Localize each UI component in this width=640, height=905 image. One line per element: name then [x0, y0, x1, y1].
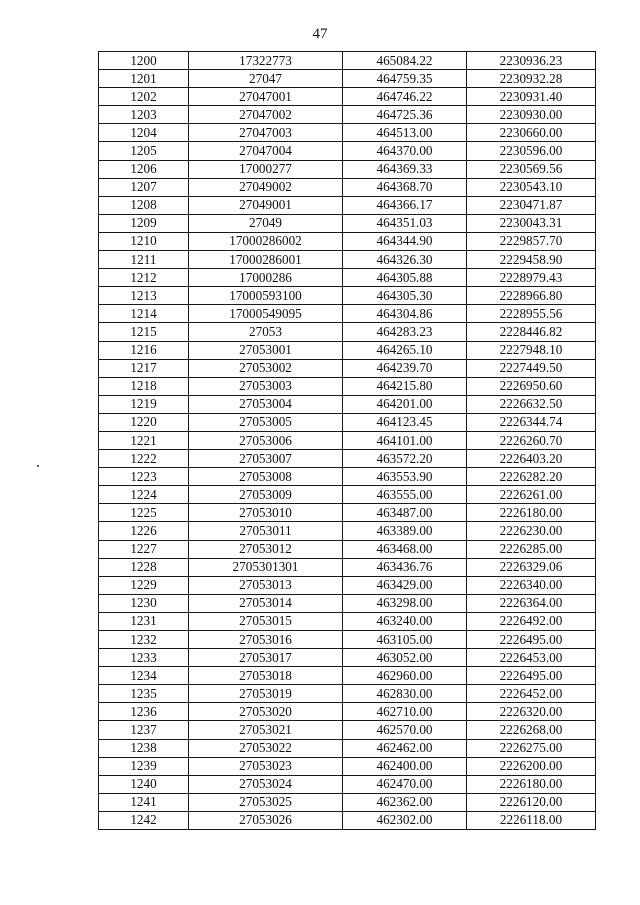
point-id-cell: 27053007 — [189, 450, 343, 468]
x-coordinate-cell: 464369.33 — [343, 160, 467, 178]
table-row — [99, 685, 596, 703]
y-coordinate-cell: 2230936.23 — [467, 52, 596, 70]
page-number: 47 — [312, 26, 328, 42]
y-coordinate-cell: 2229458.90 — [467, 251, 596, 269]
x-coordinate-cell: 462830.00 — [343, 685, 467, 703]
point-number-cell: 1203 — [99, 106, 189, 124]
x-coordinate-cell: 463240.00 — [343, 612, 467, 630]
point-id-cell: 27053009 — [189, 486, 343, 504]
point-id-cell: 27049001 — [189, 196, 343, 214]
point-number-cell: 1231 — [99, 612, 189, 630]
table-row — [99, 793, 596, 811]
point-id-cell: 27053012 — [189, 540, 343, 558]
x-coordinate-cell: 464344.90 — [343, 232, 467, 250]
point-number-cell: 1242 — [99, 811, 189, 829]
y-coordinate-cell: 2230569.56 — [467, 160, 596, 178]
table-row — [99, 323, 596, 341]
point-id-cell: 27047003 — [189, 124, 343, 142]
y-coordinate-cell: 2226344.74 — [467, 413, 596, 431]
table-row — [99, 232, 596, 250]
x-coordinate-cell: 462302.00 — [343, 811, 467, 829]
table-row — [99, 486, 596, 504]
y-coordinate-cell: 2226200.00 — [467, 757, 596, 775]
table-row — [99, 160, 596, 178]
point-number-cell: 1214 — [99, 305, 189, 323]
x-coordinate-cell: 463555.00 — [343, 486, 467, 504]
point-number-cell: 1208 — [99, 196, 189, 214]
point-id-cell: 2705301301 — [189, 558, 343, 576]
point-id-cell: 27053017 — [189, 649, 343, 667]
point-id-cell: 27053022 — [189, 739, 343, 757]
table-row — [99, 649, 596, 667]
y-coordinate-cell: 2226492.00 — [467, 612, 596, 630]
point-number-cell: 1227 — [99, 540, 189, 558]
table-row — [99, 558, 596, 576]
point-id-cell: 27053023 — [189, 757, 343, 775]
y-coordinate-cell: 2228446.82 — [467, 323, 596, 341]
x-coordinate-cell: 464101.00 — [343, 431, 467, 449]
table-row — [99, 52, 596, 70]
table-row — [99, 522, 596, 540]
y-coordinate-cell: 2227449.50 — [467, 359, 596, 377]
x-coordinate-cell: 462400.00 — [343, 757, 467, 775]
point-id-cell: 27053019 — [189, 685, 343, 703]
y-coordinate-cell: 2226453.00 — [467, 649, 596, 667]
point-id-cell: 27053015 — [189, 612, 343, 630]
point-id-cell: 27047001 — [189, 88, 343, 106]
x-coordinate-cell: 464201.00 — [343, 395, 467, 413]
x-coordinate-cell: 464513.00 — [343, 124, 467, 142]
point-id-cell: 27047002 — [189, 106, 343, 124]
point-number-cell: 1237 — [99, 721, 189, 739]
point-id-cell: 17000286002 — [189, 232, 343, 250]
point-number-cell: 1236 — [99, 703, 189, 721]
x-coordinate-cell: 464370.00 — [343, 142, 467, 160]
point-number-cell: 1235 — [99, 685, 189, 703]
point-number-cell: 1201 — [99, 70, 189, 88]
point-number-cell: 1229 — [99, 576, 189, 594]
point-number-cell: 1217 — [99, 359, 189, 377]
y-coordinate-cell: 2230932.28 — [467, 70, 596, 88]
table-row — [99, 214, 596, 232]
point-number-cell: 1216 — [99, 341, 189, 359]
point-number-cell: 1219 — [99, 395, 189, 413]
point-id-cell: 27053016 — [189, 631, 343, 649]
x-coordinate-cell: 464123.45 — [343, 413, 467, 431]
x-coordinate-cell: 464366.17 — [343, 196, 467, 214]
y-coordinate-cell: 2226495.00 — [467, 667, 596, 685]
point-id-cell: 17322773 — [189, 52, 343, 70]
table-row — [99, 341, 596, 359]
x-coordinate-cell: 462462.00 — [343, 739, 467, 757]
y-coordinate-cell: 2226403.20 — [467, 450, 596, 468]
table-row — [99, 413, 596, 431]
y-coordinate-cell: 2228979.43 — [467, 269, 596, 287]
point-number-cell: 1238 — [99, 739, 189, 757]
point-id-cell: 17000593100 — [189, 287, 343, 305]
point-number-cell: 1240 — [99, 775, 189, 793]
point-id-cell: 27053020 — [189, 703, 343, 721]
point-number-cell: 1209 — [99, 214, 189, 232]
x-coordinate-cell: 464305.30 — [343, 287, 467, 305]
coordinates-table-body — [99, 52, 596, 830]
y-coordinate-cell: 2226120.00 — [467, 793, 596, 811]
point-number-cell: 1228 — [99, 558, 189, 576]
point-id-cell: 27053026 — [189, 811, 343, 829]
x-coordinate-cell: 463468.00 — [343, 540, 467, 558]
point-number-cell: 1215 — [99, 323, 189, 341]
point-number-cell: 1233 — [99, 649, 189, 667]
point-number-cell: 1213 — [99, 287, 189, 305]
x-coordinate-cell: 463553.90 — [343, 468, 467, 486]
point-number-cell: 1210 — [99, 232, 189, 250]
table-row — [99, 631, 596, 649]
table-row — [99, 142, 596, 160]
point-id-cell: 27053024 — [189, 775, 343, 793]
x-coordinate-cell: 463105.00 — [343, 631, 467, 649]
point-number-cell: 1212 — [99, 269, 189, 287]
y-coordinate-cell: 2226329.06 — [467, 558, 596, 576]
point-id-cell: 27053025 — [189, 793, 343, 811]
x-coordinate-cell: 464351.03 — [343, 214, 467, 232]
point-id-cell: 27053021 — [189, 721, 343, 739]
point-number-cell: 1241 — [99, 793, 189, 811]
table-row — [99, 775, 596, 793]
x-coordinate-cell: 464215.80 — [343, 377, 467, 395]
point-id-cell: 17000286001 — [189, 251, 343, 269]
x-coordinate-cell: 462960.00 — [343, 667, 467, 685]
x-coordinate-cell: 463389.00 — [343, 522, 467, 540]
point-id-cell: 27047 — [189, 70, 343, 88]
point-id-cell: 27053005 — [189, 413, 343, 431]
y-coordinate-cell: 2226950.60 — [467, 377, 596, 395]
x-coordinate-cell: 464305.88 — [343, 269, 467, 287]
y-coordinate-cell: 2226495.00 — [467, 631, 596, 649]
y-coordinate-cell: 2226261.00 — [467, 486, 596, 504]
x-coordinate-cell: 463298.00 — [343, 594, 467, 612]
y-coordinate-cell: 2226452.00 — [467, 685, 596, 703]
x-coordinate-cell: 464265.10 — [343, 341, 467, 359]
table-row — [99, 106, 596, 124]
point-id-cell: 27053013 — [189, 576, 343, 594]
point-number-cell: 1211 — [99, 251, 189, 269]
y-coordinate-cell: 2226320.00 — [467, 703, 596, 721]
table-row — [99, 395, 596, 413]
x-coordinate-cell: 464368.70 — [343, 178, 467, 196]
table-row — [99, 377, 596, 395]
x-coordinate-cell: 463429.00 — [343, 576, 467, 594]
y-coordinate-cell: 2229857.70 — [467, 232, 596, 250]
x-coordinate-cell: 462710.00 — [343, 703, 467, 721]
y-coordinate-cell: 2226180.00 — [467, 775, 596, 793]
table-row — [99, 305, 596, 323]
table-row — [99, 703, 596, 721]
x-coordinate-cell: 462362.00 — [343, 793, 467, 811]
y-coordinate-cell: 2226268.00 — [467, 721, 596, 739]
y-coordinate-cell: 2226285.00 — [467, 540, 596, 558]
x-coordinate-cell: 464283.23 — [343, 323, 467, 341]
point-id-cell: 27047004 — [189, 142, 343, 160]
y-coordinate-cell: 2230930.00 — [467, 106, 596, 124]
point-number-cell: 1224 — [99, 486, 189, 504]
point-id-cell: 17000286 — [189, 269, 343, 287]
table-row — [99, 540, 596, 558]
table-row — [99, 450, 596, 468]
x-coordinate-cell: 463052.00 — [343, 649, 467, 667]
table-row — [99, 359, 596, 377]
table-row — [99, 811, 596, 829]
point-id-cell: 27053002 — [189, 359, 343, 377]
x-coordinate-cell: 464746.22 — [343, 88, 467, 106]
table-row — [99, 251, 596, 269]
table-row — [99, 667, 596, 685]
x-coordinate-cell: 465084.22 — [343, 52, 467, 70]
table-row — [99, 431, 596, 449]
table-row — [99, 594, 596, 612]
x-coordinate-cell: 463487.00 — [343, 504, 467, 522]
table-row — [99, 269, 596, 287]
point-id-cell: 27053010 — [189, 504, 343, 522]
table-row — [99, 88, 596, 106]
point-number-cell: 1200 — [99, 52, 189, 70]
y-coordinate-cell: 2226364.00 — [467, 594, 596, 612]
point-number-cell: 1221 — [99, 431, 189, 449]
y-coordinate-cell: 2226632.50 — [467, 395, 596, 413]
y-coordinate-cell: 2226118.00 — [467, 811, 596, 829]
point-number-cell: 1230 — [99, 594, 189, 612]
y-coordinate-cell: 2226260.70 — [467, 431, 596, 449]
table-row — [99, 612, 596, 630]
point-id-cell: 27053006 — [189, 431, 343, 449]
x-coordinate-cell: 463572.20 — [343, 450, 467, 468]
point-number-cell: 1234 — [99, 667, 189, 685]
point-number-cell: 1204 — [99, 124, 189, 142]
table-row — [99, 178, 596, 196]
y-coordinate-cell: 2228955.56 — [467, 305, 596, 323]
point-id-cell: 27053 — [189, 323, 343, 341]
point-number-cell: 1232 — [99, 631, 189, 649]
point-id-cell: 27053011 — [189, 522, 343, 540]
point-id-cell: 27053004 — [189, 395, 343, 413]
y-coordinate-cell: 2230043.31 — [467, 214, 596, 232]
table-row — [99, 757, 596, 775]
y-coordinate-cell: 2226180.00 — [467, 504, 596, 522]
x-coordinate-cell: 464759.35 — [343, 70, 467, 88]
y-coordinate-cell: 2227948.10 — [467, 341, 596, 359]
y-coordinate-cell: 2228966.80 — [467, 287, 596, 305]
point-id-cell: 27049 — [189, 214, 343, 232]
point-number-cell: 1225 — [99, 504, 189, 522]
point-number-cell: 1205 — [99, 142, 189, 160]
table-row — [99, 504, 596, 522]
y-coordinate-cell: 2230660.00 — [467, 124, 596, 142]
table-row — [99, 721, 596, 739]
scan-speck — [37, 465, 39, 467]
point-number-cell: 1220 — [99, 413, 189, 431]
table-row — [99, 287, 596, 305]
coordinates-table — [98, 51, 596, 830]
x-coordinate-cell: 464239.70 — [343, 359, 467, 377]
table-row — [99, 196, 596, 214]
y-coordinate-cell: 2226340.00 — [467, 576, 596, 594]
point-number-cell: 1206 — [99, 160, 189, 178]
y-coordinate-cell: 2230543.10 — [467, 178, 596, 196]
point-id-cell: 17000277 — [189, 160, 343, 178]
point-number-cell: 1218 — [99, 377, 189, 395]
point-id-cell: 27053008 — [189, 468, 343, 486]
x-coordinate-cell: 462470.00 — [343, 775, 467, 793]
point-number-cell: 1207 — [99, 178, 189, 196]
table-row — [99, 124, 596, 142]
point-id-cell: 17000549095 — [189, 305, 343, 323]
y-coordinate-cell: 2230471.87 — [467, 196, 596, 214]
x-coordinate-cell: 463436.76 — [343, 558, 467, 576]
y-coordinate-cell: 2226282.20 — [467, 468, 596, 486]
table-row — [99, 739, 596, 757]
point-id-cell: 27053003 — [189, 377, 343, 395]
table-row — [99, 576, 596, 594]
x-coordinate-cell: 464326.30 — [343, 251, 467, 269]
point-number-cell: 1202 — [99, 88, 189, 106]
point-id-cell: 27049002 — [189, 178, 343, 196]
x-coordinate-cell: 464304.86 — [343, 305, 467, 323]
y-coordinate-cell: 2230931.40 — [467, 88, 596, 106]
point-id-cell: 27053018 — [189, 667, 343, 685]
point-number-cell: 1239 — [99, 757, 189, 775]
point-number-cell: 1222 — [99, 450, 189, 468]
table-row — [99, 468, 596, 486]
point-id-cell: 27053014 — [189, 594, 343, 612]
point-id-cell: 27053001 — [189, 341, 343, 359]
x-coordinate-cell: 464725.36 — [343, 106, 467, 124]
x-coordinate-cell: 462570.00 — [343, 721, 467, 739]
point-number-cell: 1223 — [99, 468, 189, 486]
table-row — [99, 70, 596, 88]
y-coordinate-cell: 2226230.00 — [467, 522, 596, 540]
y-coordinate-cell: 2226275.00 — [467, 739, 596, 757]
y-coordinate-cell: 2230596.00 — [467, 142, 596, 160]
point-number-cell: 1226 — [99, 522, 189, 540]
